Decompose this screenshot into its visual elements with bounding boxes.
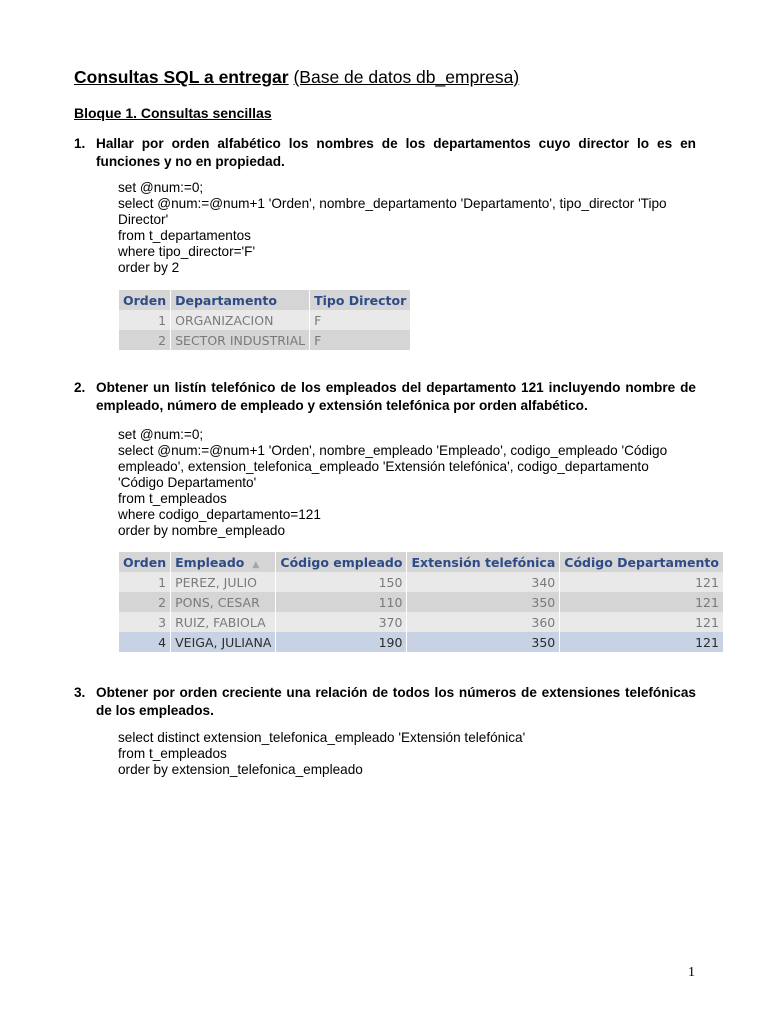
question-number: 3. [74,685,86,700]
table-cell: 2 [119,330,171,350]
sql-line: select distinct extension_telefonica_empleado 'Extensión telefónica' [118,730,526,745]
result-table-1 [119,290,411,350]
table-cell: 350 [407,632,560,652]
table-cell: 370 [276,612,407,632]
sql-query-2 [118,427,698,539]
table-cell: ORGANIZACION [171,310,310,330]
column-header: Orden [119,290,171,310]
sql-line: set @num:=0; [118,180,204,195]
sql-line: from t_empleados [118,746,227,761]
table-header-row [119,552,723,572]
document-title [74,67,519,88]
page-number: 1 [688,965,695,980]
table-cell: 1 [119,572,171,592]
table-header-row [119,290,411,310]
table-cell: 350 [407,592,560,612]
sql-line: order by extension_telefonica_empleado [118,762,363,777]
table-row [119,330,411,350]
sql-line: from t_departamentos [118,228,251,243]
column-header: Código empleado [276,552,407,572]
table-cell: RUIZ, FABIOLA [171,612,276,632]
column-header-empleado [171,552,276,572]
table-cell: VEIGA, JULIANA [171,632,276,652]
sql-query-1 [118,180,698,276]
column-header: Extensión telefónica [407,552,560,572]
sql-line: where codigo_departamento=121 [118,507,321,522]
table-cell: 360 [407,612,560,632]
question-2 [74,379,696,415]
sql-line: set @num:=0; [118,427,204,442]
table-cell: F [310,330,411,350]
column-header: Tipo Director [310,290,411,310]
table-cell: 4 [119,632,171,652]
sql-line: order by 2 [118,260,180,275]
table-row-selected [119,632,723,652]
table-cell: 121 [560,632,724,652]
question-number: 1. [74,136,86,151]
sql-line: select @num:=@num+1 'Orden', nombre_empleado 'Empleado', codigo_empleado 'Código empleado', extension_telefonica_empleado 'Extensión telefónica', codigo_departamento 'Código Departamento' [118,443,671,490]
table-cell: 110 [276,592,407,612]
table-cell: 3 [119,612,171,632]
table-row [119,612,723,632]
sql-line: from t_empleados [118,491,227,506]
title-normal: (Base de datos db_empresa) [293,67,520,87]
block-heading: Bloque 1. Consultas sencillas [74,105,272,121]
table-cell: SECTOR INDUSTRIAL [171,330,310,350]
table-cell: 1 [119,310,171,330]
question-1 [74,135,696,171]
question-text: Hallar por orden alfabético los nombres de los departamentos cuyo director lo es en funciones y no en propiedad. [96,136,696,169]
column-header-label: Empleado [175,554,245,570]
question-text: Obtener un listín telefónico de los empleados del departamento 121 incluyendo nombre de empleado, número de empleado y extensión telefónica por orden alfabético. [96,380,696,413]
sql-line: select @num:=@num+1 'Orden', nombre_departamento 'Departamento', tipo_director 'Tipo Director' [118,196,671,227]
table-row [119,592,723,612]
sort-ascending-icon: ▲ [252,559,260,570]
table-cell: 150 [276,572,407,592]
table-cell: 121 [560,612,724,632]
table-cell: 190 [276,632,407,652]
result-table-2 [119,552,724,652]
title-bold: Consultas SQL a entregar [74,67,289,87]
question-text: Obtener por orden creciente una relación de todos los números de extensiones telefónicas de los empleados. [96,685,696,718]
table-row [119,572,723,592]
table-cell: 121 [560,592,724,612]
sql-line: order by nombre_empleado [118,523,286,538]
table-row [119,310,411,330]
table-cell: 2 [119,592,171,612]
column-header: Orden [119,552,171,572]
table-cell: PEREZ, JULIO [171,572,276,592]
question-number: 2. [74,380,86,395]
sql-line: where tipo_director='F' [118,244,256,259]
table-cell: 121 [560,572,724,592]
sql-query-3 [118,730,698,778]
table-cell: 340 [407,572,560,592]
table-cell: F [310,310,411,330]
column-header: Código Departamento [560,552,724,572]
column-header: Departamento [171,290,310,310]
table-cell: PONS, CESAR [171,592,276,612]
question-3 [74,684,696,720]
